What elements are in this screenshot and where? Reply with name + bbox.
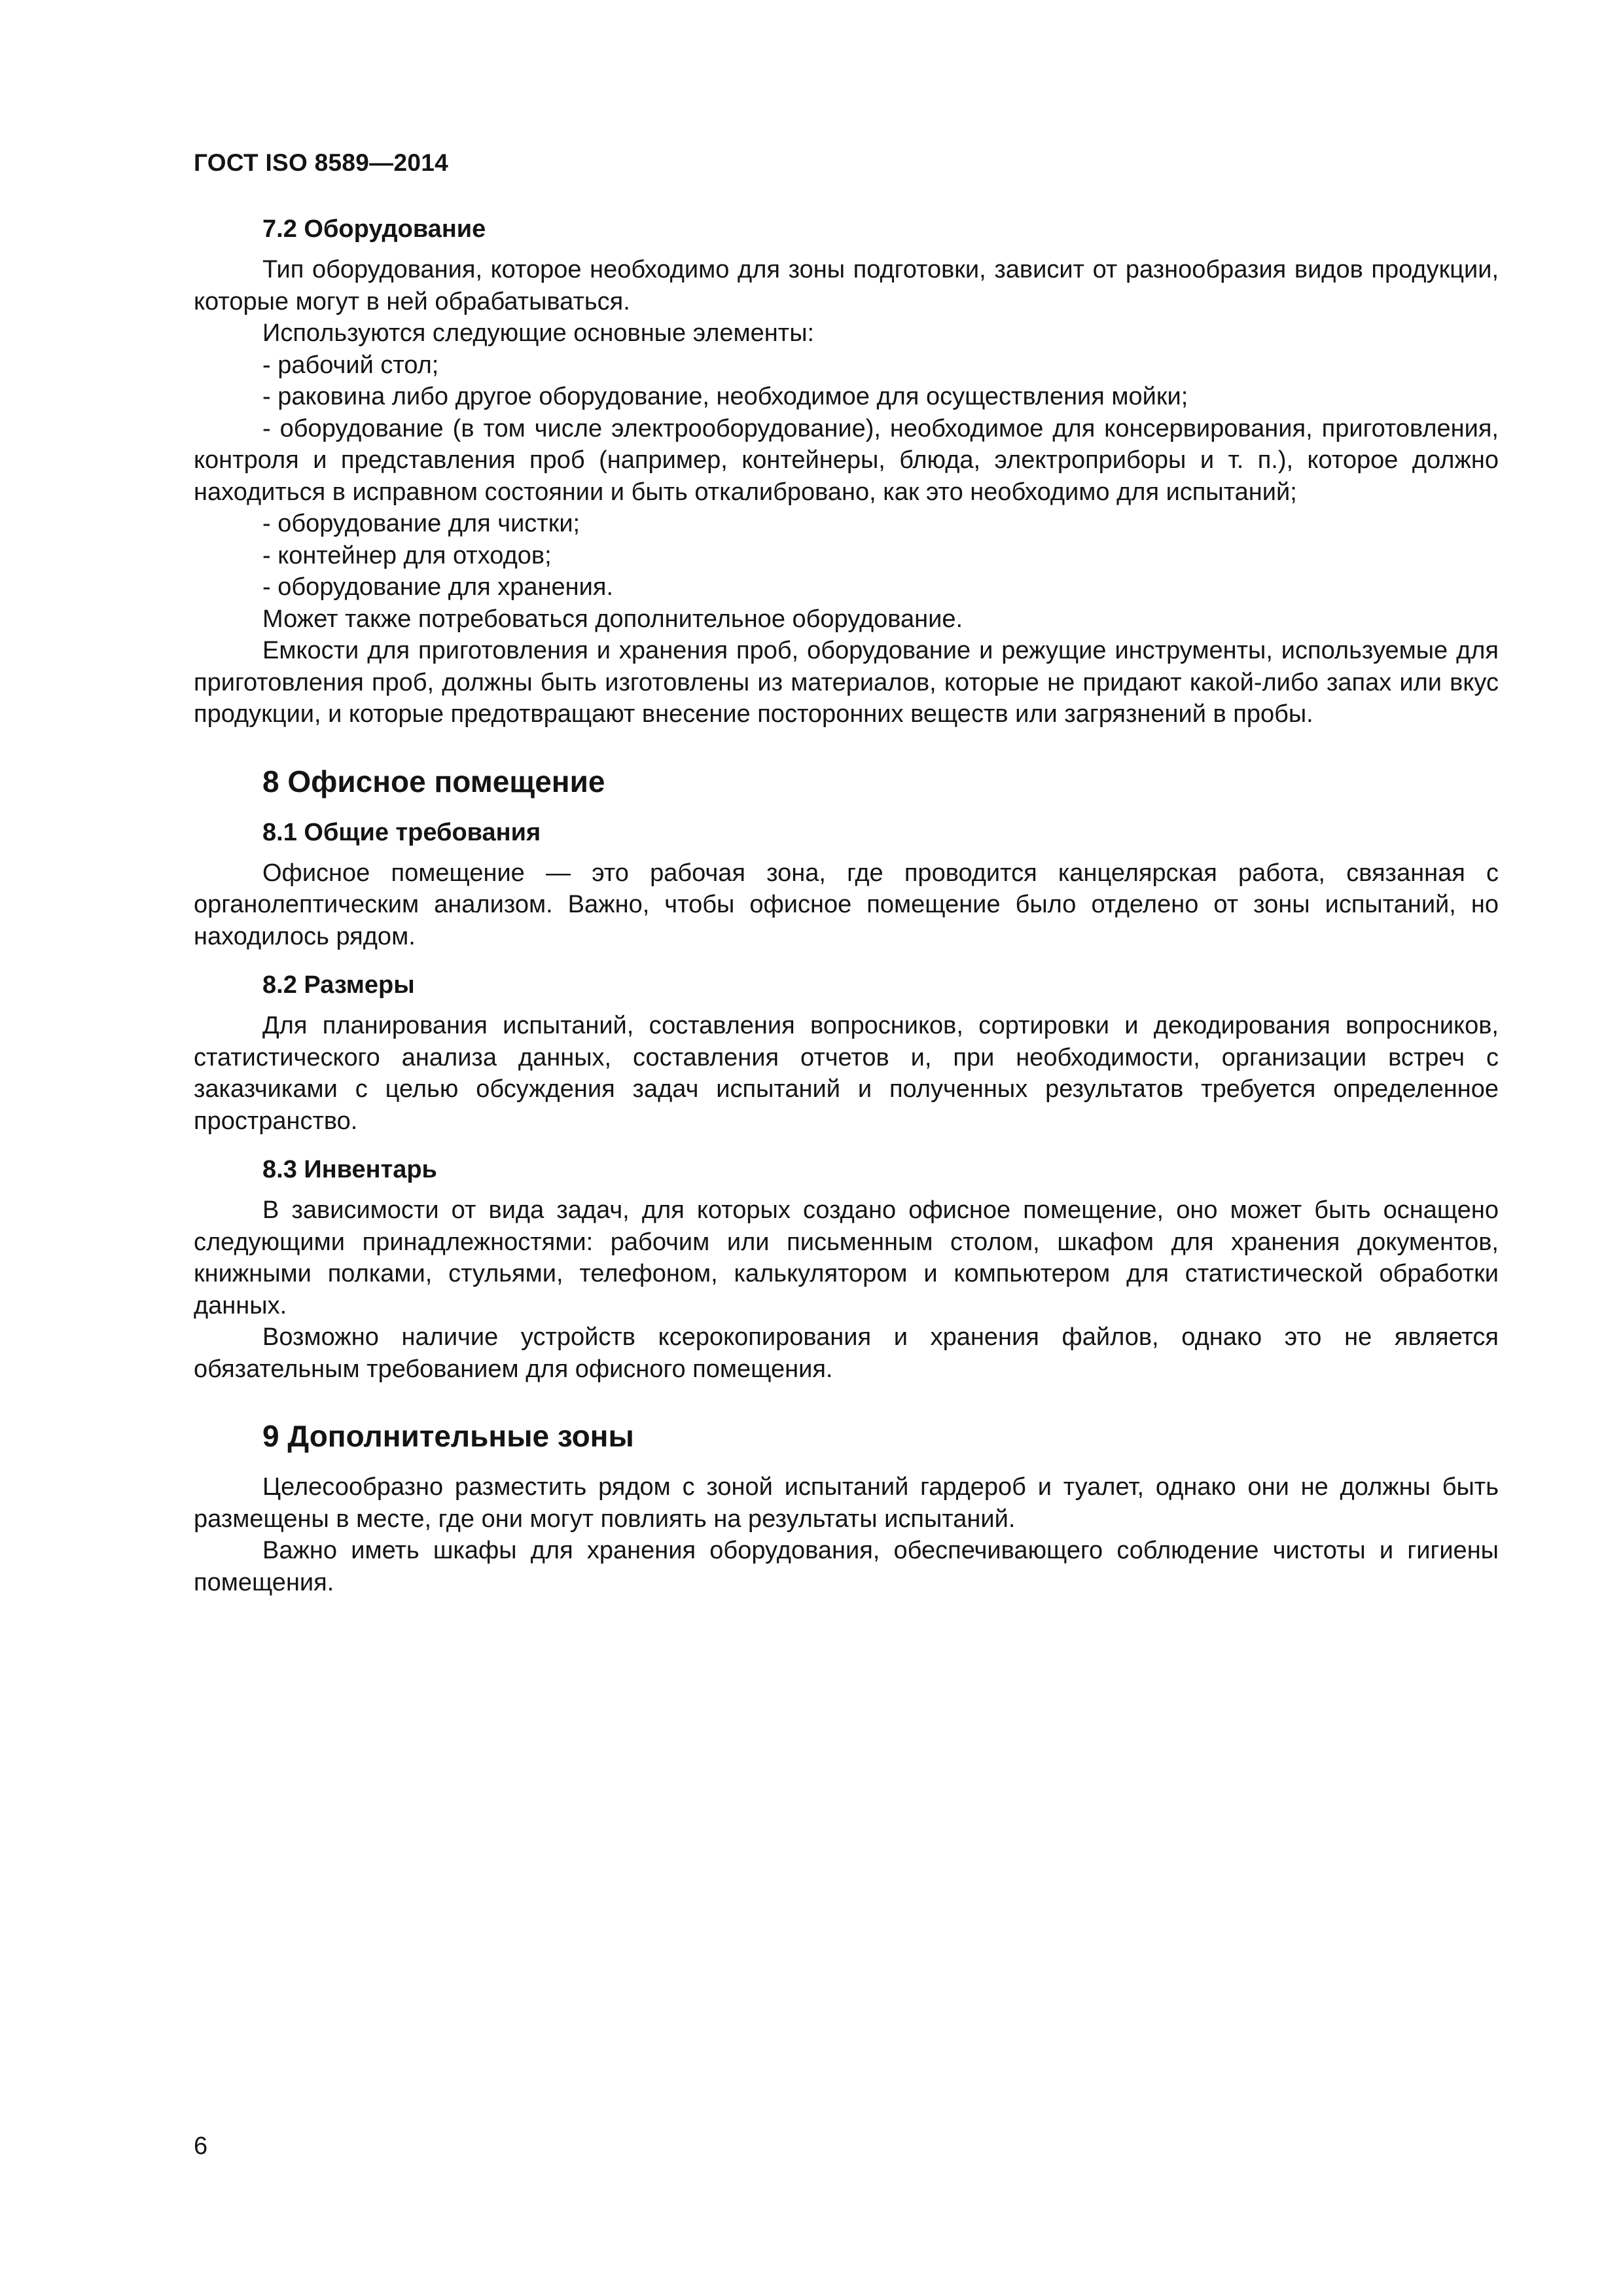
- equipment-list-item: - оборудование для хранения.: [262, 573, 614, 601]
- section-8-2-paragraph: Для планирования испытаний, составления вопросников, сортировки и декодирования вопросников, статистического анализа данных, составления отчетов и, при необходимости, организации встреч с заказчиками с целью обсуждения задач испытаний и полученных результатов требуется определенное пространство.: [194, 1012, 1499, 1135]
- section-7-2-title: 7.2 Оборудование: [262, 215, 486, 243]
- section-7-2-paragraph: Может также потребоваться дополнительное оборудование.: [262, 605, 963, 633]
- document-code-header: ГОСТ ISO 8589—2014: [194, 149, 448, 176]
- page-number: 6: [194, 2132, 208, 2160]
- equipment-list-item: - оборудование (в том числе электрооборудование), необходимое для консервирования, приготовления, контроля и представления проб (например, контейнеры, блюда, электроприборы и т. п.), которое должно находиться в исправном состоянии и быть откалибровано, как это необходимо для испытаний;: [194, 414, 1499, 506]
- section-8-1-paragraph: Офисное помещение — это рабочая зона, где проводится канцелярская работа, связанная с органолептическим анализом. Важно, чтобы офисное помещение было отделено от зоны испытаний, но находилось рядом.: [194, 859, 1499, 950]
- section-9-paragraph: Важно иметь шкафы для хранения оборудования, обеспечивающего соблюдение чистоты и гигиены помещения.: [194, 1537, 1499, 1596]
- section-7-2-paragraph: Тип оборудования, которое необходимо для зоны подготовки, зависит от разнообразия видов продукции, которые могут в ней обрабатываться.: [194, 256, 1499, 315]
- equipment-list-item: - рабочий стол;: [262, 351, 439, 379]
- section-8-2-title: 8.2 Размеры: [262, 971, 415, 999]
- section-7-2-paragraph: Емкости для приготовления и хранения проб, оборудование и режущие инструменты, используемые для приготовления проб, должны быть изготовлены из материалов, которые не придают какой-либо запах или вкус продукции, и которые предотвращают внесение посторонних веществ или загрязнений в пробы.: [194, 637, 1499, 728]
- section-9-title: 9 Дополнительные зоны: [262, 1419, 634, 1453]
- section-8-title: 8 Офисное помещение: [262, 764, 605, 798]
- section-8-3-title: 8.3 Инвентарь: [262, 1156, 437, 1183]
- equipment-list-item: - оборудование для чистки;: [262, 510, 580, 537]
- document-body: [194, 213, 1499, 1598]
- section-9-paragraph: Целесообразно разместить рядом с зоной испытаний гардероб и туалет, однако они не должны быть размещены в месте, где они могут повлиять на результаты испытаний.: [194, 1473, 1499, 1533]
- section-8-3-paragraph: В зависимости от вида задач, для которых создано офисное помещение, оно может быть оснащено следующими принадлежностями: рабочим или письменным столом, шкафом для хранения документов, книжными полками, стульями, телефоном, калькулятором и компьютером для статистической обработки данных.: [194, 1196, 1499, 1319]
- section-7-2-paragraph: Используются следующие основные элементы:: [262, 319, 815, 347]
- section-8-3-paragraph: Возможно наличие устройств ксерокопирования и хранения файлов, однако это не является обязательным требованием для офисного помещения.: [194, 1323, 1499, 1383]
- equipment-list-item: - раковина либо другое оборудование, необходимое для осуществления мойки;: [262, 383, 1188, 410]
- section-8-1-title: 8.1 Общие требования: [262, 818, 541, 846]
- equipment-list-item: - контейнер для отходов;: [262, 541, 552, 569]
